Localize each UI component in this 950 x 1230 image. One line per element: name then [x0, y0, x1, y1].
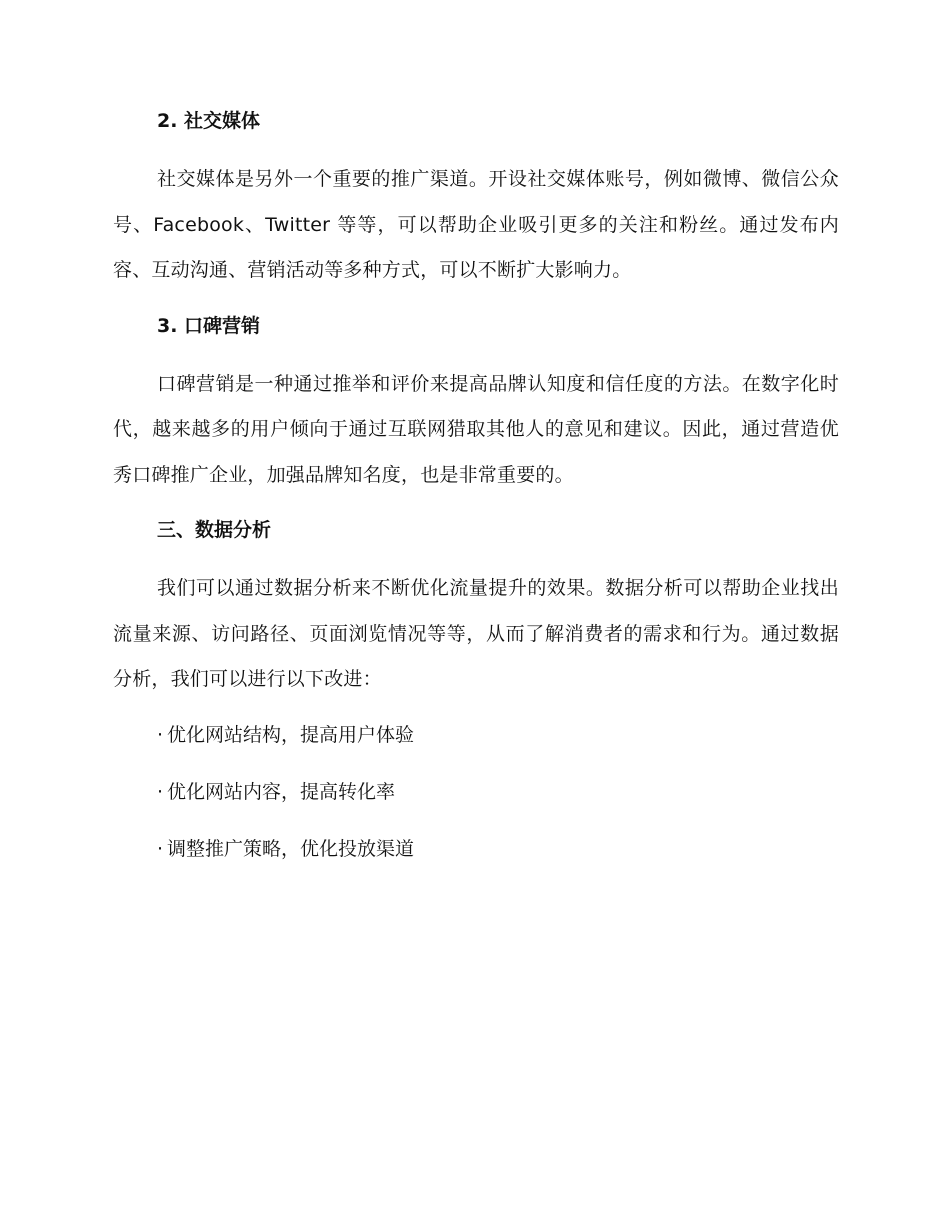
- list-item-text: 调整推广策略，优化投放渠道: [167, 837, 415, 860]
- list-item-text: 优化网站结构，提高用户体验: [167, 723, 415, 746]
- list-item: [113, 836, 839, 862]
- bullet-dot-icon: ·: [157, 780, 164, 803]
- bullet-dot-icon: ·: [157, 723, 164, 746]
- section-heading-data-analysis: 三、数据分析: [157, 519, 272, 541]
- list-item-text: 优化网站内容，提高转化率: [167, 780, 396, 803]
- document-content: [113, 108, 839, 893]
- section-heading-word-of-mouth: 3. 口碑营销: [157, 314, 261, 337]
- list-item: [113, 779, 839, 805]
- section-paragraph-word-of-mouth: 口碑营销是一种通过推举和评价来提高品牌认知度和信任度的方法。在数字化时代，越来越多的用户倾向于通过互联网猎取其他人的意见和建议。因此，通过营造优秀口碑推广企业，加强品牌知名度，也是非常重要的。: [113, 372, 839, 486]
- improvement-list: [113, 722, 839, 862]
- section-paragraph-social-media: 社交媒体是另外一个重要的推广渠道。开设社交媒体账号，例如微博、微信公众号、Facebook、Twitter 等等，可以帮助企业吸引更多的关注和粉丝。通过发布内容、互动沟通、营销活动等多种方式，可以不断扩大影响力。: [113, 168, 839, 281]
- list-item: [113, 722, 839, 748]
- section-paragraph-data-analysis: 我们可以通过数据分析来不断优化流量提升的效果。数据分析可以帮助企业找出流量来源、访问路径、页面浏览情况等等，从而了解消费者的需求和行为。通过数据分析，我们可以进行以下改进：: [113, 577, 839, 690]
- bullet-dot-icon: ·: [157, 837, 164, 860]
- section-heading-social-media: 2. 社交媒体: [157, 110, 261, 132]
